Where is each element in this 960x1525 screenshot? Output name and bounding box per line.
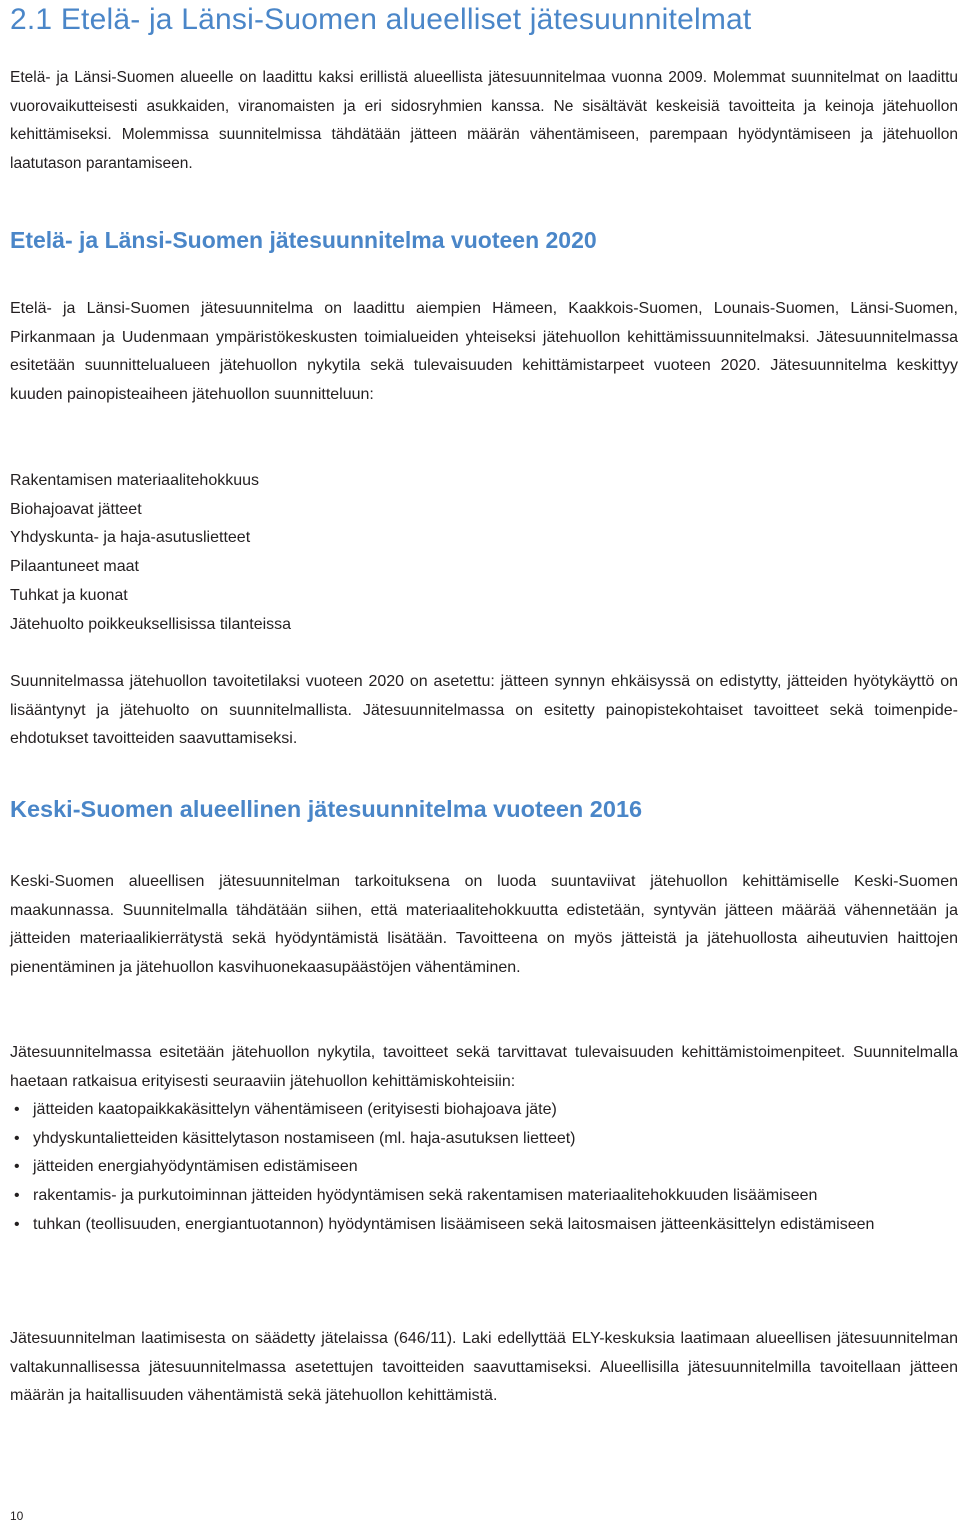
- list-item: Yhdyskunta- ja haja-asutuslietteet: [10, 529, 251, 547]
- section-heading-south-west: Etelä- ja Länsi-Suomen jätesuunnitelma vuoteen 2020: [10, 227, 597, 253]
- bullet-icon: •: [14, 1215, 20, 1233]
- bullet-icon: •: [14, 1158, 20, 1176]
- list-item: Biohajoavat jätteet: [10, 500, 142, 518]
- bullet-list-item: • rakentamis- ja purkutoiminnan jätteiden hyödyntämisen sekä rakentamisen materiaalitehokkuuden lisäämiseen: [10, 1182, 958, 1211]
- list-item: Rakentamisen materiaalitehokkuus: [10, 472, 260, 489]
- bullet-list-item: • tuhkan (teollisuuden, energiantuotannon) hyödyntämisen lisäämiseen sekä laitosmaisen jätteenkäsittelyn edistämiseen: [10, 1211, 958, 1240]
- bullet-list-item: • jätteiden energiahyödyntämisen edistämiseen: [10, 1153, 958, 1182]
- list-item: Pilaantuneet maat: [10, 558, 139, 576]
- section2-paragraph-3: Jätesuunnitelman laatimisesta on säädetty jätelaissa (646/11). Laki edellyttää ELY-keskuksia laatimaan alueellisen jätesuunnitelman valtakunnallisessa jätesuunnitelmassa asetettujen tavoitteiden saavuttamiseksi. Alueellisilla jätesuunnitelmilla tavoitellaan jätteen määrän ja haitallisuuden vähentämistä sekä jätehuollon kehittämistä.: [10, 1330, 958, 1405]
- section2-paragraph-1: Keski-Suomen alueellisen jätesuunnitelman tarkoituksena on luoda suuntaviivat jätehuollon kehittämiselle Keski-Suomen maakunnassa. Suunnitelmalla tähdätään siihen, että materiaalitehokkuutta edistetään, syntyvän jätteen määrää vähennetään ja jätteiden materiaalikierrätystä sekä hyödyntämistä lisätään. Tavoitteena on myös jätteistä ja jätehuollosta aiheutuvien haittojen pienentäminen ja jätehuollon kasvihuonekaasupäästöjen vähentäminen.: [10, 873, 958, 977]
- section-heading-central-finland: Keski-Suomen alueellinen jätesuunnitelma vuoteen 2016: [10, 796, 643, 822]
- intro-paragraph: Etelä- ja Länsi-Suomen alueelle on laadittu kaksi erillistä alueellista jätesuunnitelmaa vuonna 2009. Molemmat suunnitelmat on laadittu vuorovaikutteisesti asukkaiden, viranomaisten ja eri sidosryhmien kanssa. Ne sisältävät keskeisiä tavoitteita ja keinoja jätehuollon kehittämiseksi. Molemmissa suunnitelmissa tähdätään jätteen määrän vähentämiseen, parempaan hyödyntämiseen ja jätehuollon laatutason parantamiseen.: [10, 69, 958, 173]
- section2-paragraph-2: Jätesuunnitelmassa esitetään jätehuollon nykytila, tavoitteet sekä tarvittavat tulevaisuuden kehittämistoimenpiteet. Suunnitelmalla haetaan ratkaisua erityisesti seuraaviin jätehuollon kehittämiskohteisiin:: [10, 1044, 958, 1090]
- bullet-icon: •: [14, 1129, 20, 1147]
- bullet-list-item: • yhdyskuntalietteiden käsittelytason nostamiseen (ml. haja-asutuksen lietteet): [10, 1125, 958, 1154]
- focus-topic-list: [10, 467, 291, 639]
- section1-paragraph-2: Suunnitelmassa jätehuollon tavoitetilaksi vuoteen 2020 on asetettu: jätteen synnyn ehkäisyssä on edistytty, jätteiden hyötykäyttö on lisääntynyt ja jätehuolto on suunnitelmallista. Jätesuunnitelmassa on esitetty painopistekohtaiset tavoitteet sekä toimenpide-ehdotukset tavoitteiden saavuttamiseksi.: [10, 673, 958, 748]
- page-title: 2.1 Etelä- ja Länsi-Suomen alueelliset jätesuunnitelmat: [10, 3, 752, 36]
- section1-paragraph-1: Etelä- ja Länsi-Suomen jätesuunnitelma on laadittu aiempien Hämeen, Kaakkois-Suomen, Lounais-Suomen, Länsi-Suomen, Pirkanmaan ja Uudenmaan ympäristökeskusten toimialueiden yhteiseksi jätehuollon kehittämissuunnitelmaksi. Jätesuunnitelmassa esitetään suunnittelualueen jätehuollon nykytila sekä tulevaisuuden kehittämistarpeet vuoteen 2020. Jätesuunnitelma keskittyy kuuden painopisteaiheen jätehuollon suunnitteluun:: [10, 300, 958, 404]
- page-number: 10: [10, 1509, 24, 1523]
- list-item: Tuhkat ja kuonat: [10, 586, 128, 604]
- bullet-icon: •: [14, 1187, 20, 1205]
- list-item: Jätehuolto poikkeuksellisissa tilanteissa: [10, 615, 292, 633]
- development-targets-list: [10, 1096, 958, 1240]
- bullet-list-item: • jätteiden kaatopaikkakäsittelyn vähentämiseen (erityisesti biohajoava jäte): [10, 1096, 958, 1125]
- bullet-icon: •: [14, 1101, 20, 1118]
